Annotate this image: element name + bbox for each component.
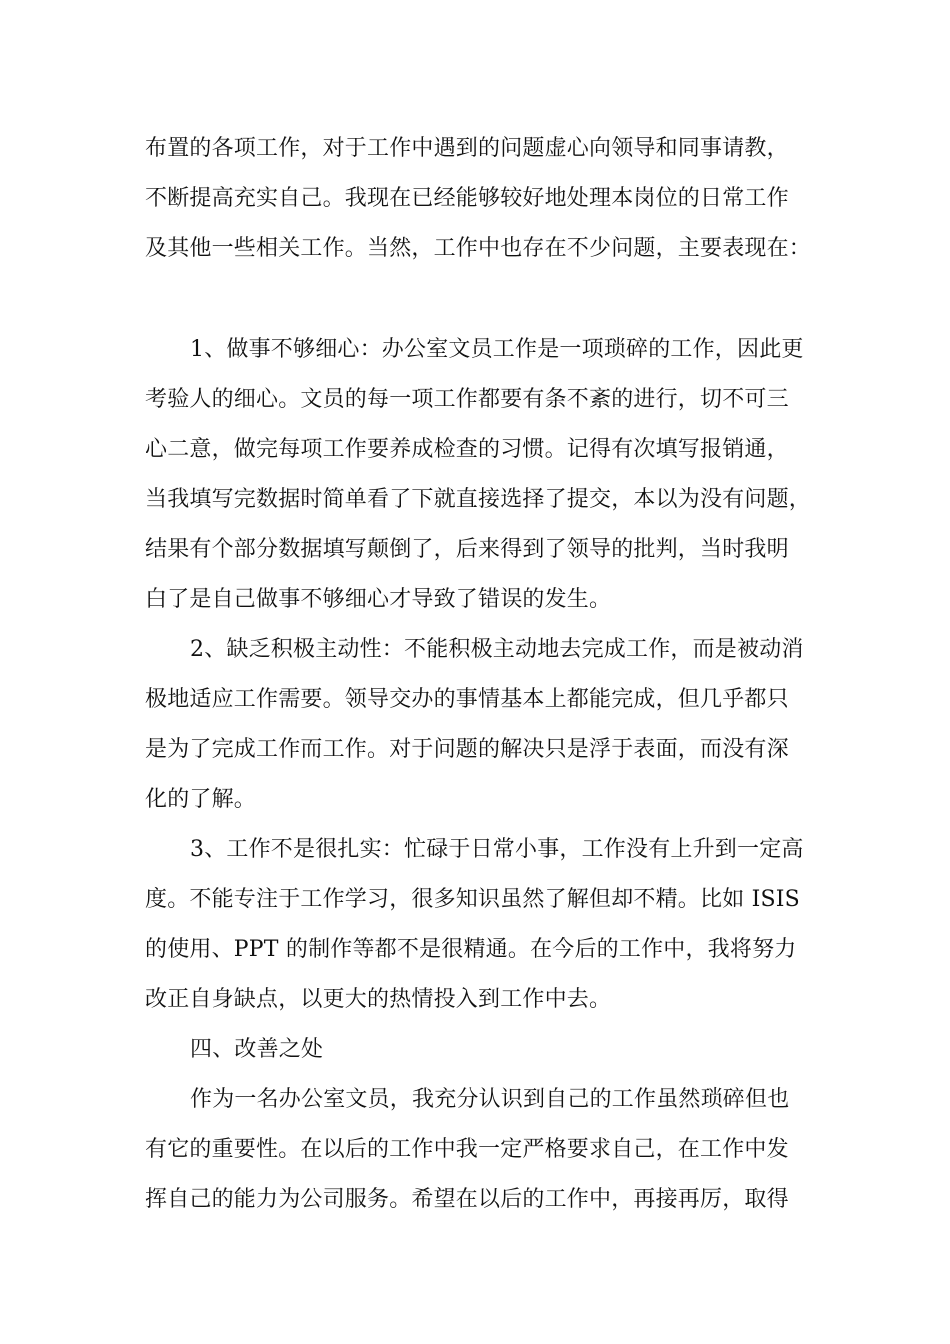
text-line: 白了是自己做事不够细心才导致了错误的发生。 [145, 587, 612, 612]
text-line: 结果有个部分数据填写颠倒了，后来得到了领导的批判，当时我明 [145, 537, 789, 562]
text-line: 作为一名办公室文员，我充分认识到自己的工作虽然琐碎但也 [190, 1087, 790, 1112]
text-line: 2、缺乏积极主动性：不能积极主动地去完成工作，而是被动消 [190, 637, 804, 662]
text-line: 布置的各项工作，对于工作中遇到的问题虚心向领导和同事请教， [145, 136, 789, 161]
text-line: 有它的重要性。在以后的工作中我一定严格要求自己，在工作中发 [145, 1137, 789, 1162]
text-line: 及其他一些相关工作。当然，工作中也存在不少问题，主要表现在： [145, 236, 812, 261]
text-line: 当我填写完数据时简单看了下就直接选择了提交，本以为没有问题， [145, 487, 812, 512]
text-line: 的使用、PPT 的制作等都不是很精通。在今后的工作中，我将努力 [145, 937, 797, 962]
text-line: 考验人的细心。文员的每一项工作都要有条不紊的进行，切不可三 [145, 387, 789, 412]
text-line: 化的了解。 [145, 787, 257, 812]
section-heading: 四、改善之处 [190, 1037, 324, 1062]
text-line: 1、做事不够细心：办公室文员工作是一项琐碎的工作，因此更 [190, 337, 804, 362]
text-line: 不断提高充实自己。我现在已经能够较好地处理本岗位的日常工作 [145, 186, 789, 211]
text-line: 心二意，做完每项工作要养成检查的习惯。记得有次填写报销通， [145, 437, 789, 462]
text-line: 极地适应工作需要。领导交办的事情基本上都能完成，但几乎都只 [145, 687, 789, 712]
text-line: 度。不能专注于工作学习，很多知识虽然了解但却不精。比如 ISIS [145, 887, 800, 912]
text-line: 改正自身缺点，以更大的热情投入到工作中去。 [145, 987, 612, 1012]
text-line: 3、工作不是很扎实：忙碌于日常小事，工作没有上升到一定高 [190, 837, 804, 862]
text-line: 挥自己的能力为公司服务。希望在以后的工作中，再接再厉，取得 [145, 1187, 789, 1212]
text-line: 是为了完成工作而工作。对于问题的解决只是浮于表面，而没有深 [145, 737, 789, 762]
